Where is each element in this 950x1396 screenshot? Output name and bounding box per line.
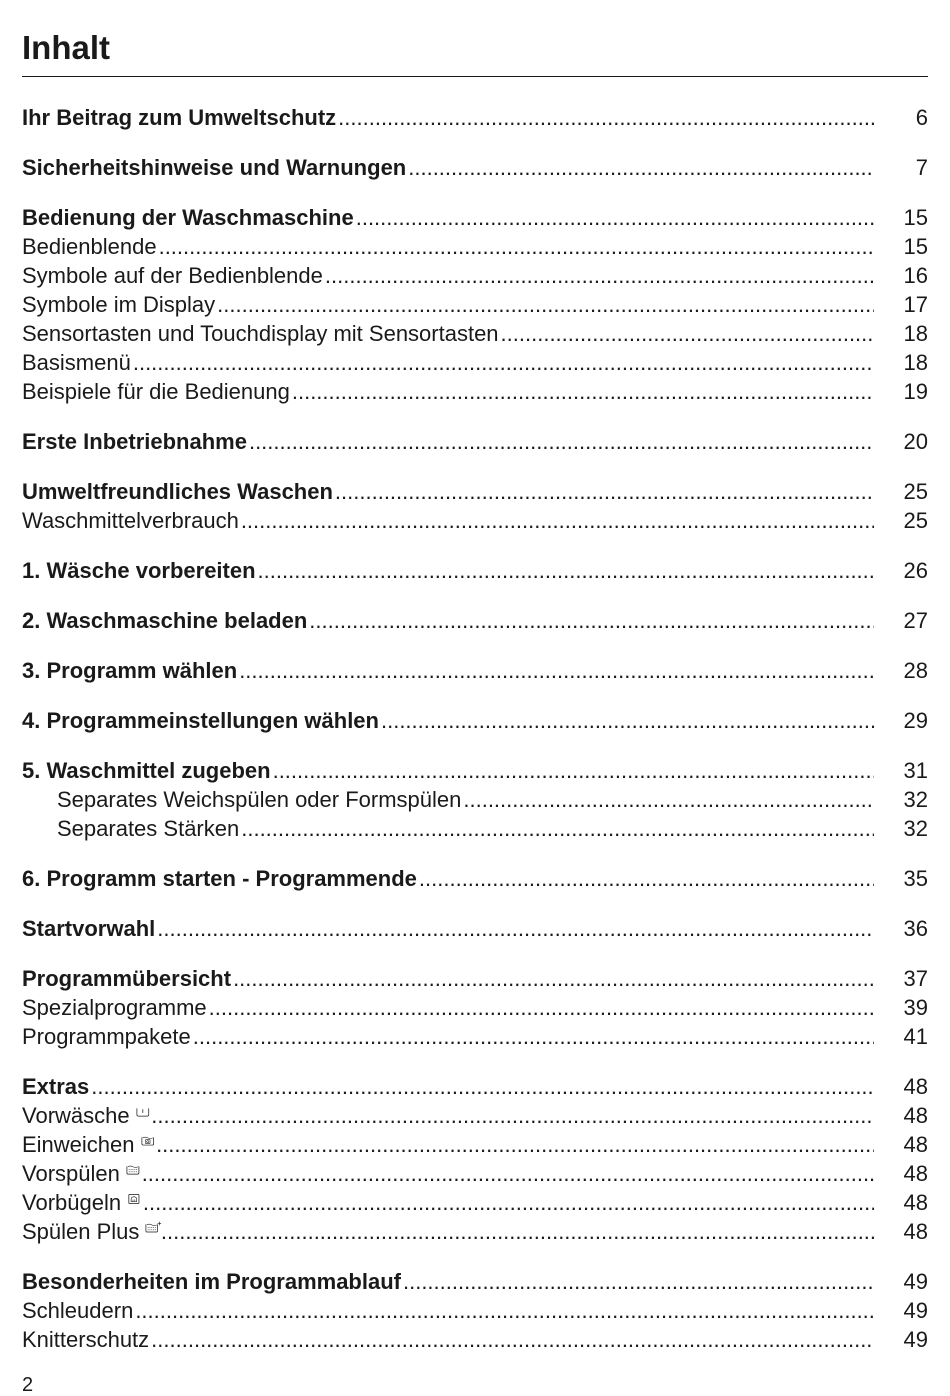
toc-entry xyxy=(22,993,928,1022)
toc-entry xyxy=(22,103,928,132)
toc-entry-label: Spülen Plus xyxy=(22,1219,140,1244)
toc-dot-leader xyxy=(156,1130,874,1159)
toc-dot-leader xyxy=(381,706,874,735)
toc-entry-page: 17 xyxy=(903,292,928,317)
toc-entry xyxy=(22,785,928,814)
toc-entry-label: Ihr Beitrag zum Umweltschutz xyxy=(22,105,337,130)
toc-entry xyxy=(22,1296,928,1325)
toc-entry-page: 31 xyxy=(903,758,928,783)
toc-entry-page: 48 xyxy=(903,1190,928,1215)
toc-entry-page: 27 xyxy=(903,608,928,633)
page-title: Inhalt xyxy=(22,29,110,66)
toc-entry-page: 20 xyxy=(903,429,928,454)
toc-entry-page: 26 xyxy=(903,558,928,583)
toc-entry xyxy=(22,1325,928,1354)
toc-entry xyxy=(22,1101,928,1130)
toc-entry-page: 15 xyxy=(903,205,928,230)
toc-entry-page: 48 xyxy=(903,1103,928,1128)
toc-entry-label: Einweichen xyxy=(22,1132,135,1157)
toc-entry-label: Erste Inbetriebnahme xyxy=(22,429,247,454)
toc-dot-leader xyxy=(258,556,874,585)
toc-dot-leader xyxy=(501,319,874,348)
toc-entry-label: Umweltfreundliches Waschen xyxy=(22,479,333,504)
toc-entry-page: 32 xyxy=(903,816,928,841)
toc-entry-label: Sicherheitshinweise und Warnungen xyxy=(22,155,407,180)
toc-entry-label: Vorbügeln xyxy=(22,1190,122,1215)
toc-entry xyxy=(22,348,928,377)
toc-entry xyxy=(22,1022,928,1051)
toc-dot-leader xyxy=(356,203,874,232)
toc-dot-leader xyxy=(209,993,874,1022)
preiron-icon xyxy=(127,1188,141,1210)
toc-entry xyxy=(22,477,928,506)
toc-entry-page: 18 xyxy=(903,321,928,346)
toc-dot-leader xyxy=(217,290,874,319)
toc-entry-page: 48 xyxy=(903,1074,928,1099)
toc-entry xyxy=(22,1267,928,1296)
toc-entry-page: 41 xyxy=(903,1024,928,1049)
toc-dot-leader xyxy=(249,427,874,456)
toc-dot-leader xyxy=(335,477,874,506)
toc-dot-leader xyxy=(151,1101,874,1130)
toc-dot-leader xyxy=(325,261,874,290)
toc-dot-leader xyxy=(292,377,874,406)
toc-entry xyxy=(22,964,928,993)
toc-entry xyxy=(22,864,928,893)
toc-entry-page: 37 xyxy=(903,966,928,991)
toc-entry-label: 1. Wäsche vorbereiten xyxy=(22,558,256,583)
toc-dot-leader xyxy=(338,103,874,132)
toc-entry-label: 6. Programm starten - Programmende xyxy=(22,866,417,891)
toc-entry-page: 28 xyxy=(903,658,928,683)
soak-icon xyxy=(141,1130,155,1152)
toc-entry-page: 25 xyxy=(903,479,928,504)
toc-dot-leader xyxy=(419,864,874,893)
toc-dot-leader xyxy=(157,914,874,943)
toc-dot-leader xyxy=(142,1159,874,1188)
toc-entry-page: 39 xyxy=(903,995,928,1020)
toc-entry-label: Separates Stärken xyxy=(57,816,240,841)
toc-entry xyxy=(22,1159,928,1188)
toc-entry-page: 49 xyxy=(903,1269,928,1294)
toc-dot-leader xyxy=(239,656,874,685)
toc-entry xyxy=(22,814,928,843)
toc-entry-page: 36 xyxy=(903,916,928,941)
toc-entry-page: 6 xyxy=(915,105,928,130)
toc-entry-page: 49 xyxy=(903,1298,928,1323)
toc-entry-page: 16 xyxy=(903,263,928,288)
toc-dot-leader xyxy=(91,1072,874,1101)
toc-entry-label: Schleudern xyxy=(22,1298,134,1323)
toc-entry-page: 25 xyxy=(903,508,928,533)
toc-dot-leader xyxy=(135,1296,874,1325)
toc-entry-label: Vorspülen xyxy=(22,1161,120,1186)
toc-entry-label: Separates Weichspülen oder Formspülen xyxy=(57,787,462,812)
page-number: 2 xyxy=(22,1374,34,1396)
toc-entry-label: Programmübersicht xyxy=(22,966,232,991)
toc-entry-label: Spezialprogramme xyxy=(22,995,207,1020)
toc-entry-label: Bedienung der Waschmaschine xyxy=(22,205,354,230)
toc-entry-page: 48 xyxy=(903,1161,928,1186)
toc-entry xyxy=(22,1188,928,1217)
toc-dot-leader xyxy=(241,814,874,843)
toc-entry xyxy=(22,203,928,232)
toc-entry xyxy=(22,606,928,635)
toc-entry-page: 48 xyxy=(903,1219,928,1244)
toc-entry-page: 19 xyxy=(903,379,928,404)
toc-entry xyxy=(22,290,928,319)
toc-entry xyxy=(22,319,928,348)
toc-entry-page: 48 xyxy=(903,1132,928,1157)
toc-entry-label: 2. Waschmaschine beladen xyxy=(22,608,308,633)
toc-dot-leader xyxy=(241,506,874,535)
toc-entry-label: Symbole im Display xyxy=(22,292,216,317)
toc-entry-label: Basismenü xyxy=(22,350,131,375)
toc-dot-leader xyxy=(309,606,874,635)
toc-dot-leader xyxy=(151,1325,874,1354)
prerinse-icon xyxy=(126,1159,140,1181)
toc-entry-page: 49 xyxy=(903,1327,928,1352)
toc-entry-label: 5. Waschmittel zugeben xyxy=(22,758,271,783)
toc-entry-page: 15 xyxy=(903,234,928,259)
toc-dot-leader xyxy=(193,1022,874,1051)
toc-dot-leader xyxy=(133,348,874,377)
toc-entry xyxy=(22,656,928,685)
toc-entry xyxy=(22,153,928,182)
toc-entry-label: Besonderheiten im Programmablauf xyxy=(22,1269,401,1294)
toc-entry xyxy=(22,1130,928,1159)
toc-entry-page: 32 xyxy=(903,787,928,812)
toc-entry-label: Startvorwahl xyxy=(22,916,156,941)
toc-entry xyxy=(22,1072,928,1101)
toc-dot-leader xyxy=(233,964,874,993)
toc-entry-page: 35 xyxy=(903,866,928,891)
toc-entry-label: Waschmittelverbrauch xyxy=(22,508,239,533)
toc-entry xyxy=(22,261,928,290)
toc-entry-label: Programmpakete xyxy=(22,1024,191,1049)
toc-entry-label: Symbole auf der Bedienblende xyxy=(22,263,323,288)
toc-entry xyxy=(22,556,928,585)
toc-entry-label: 3. Programm wählen xyxy=(22,658,238,683)
toc-entry-label: Beispiele für die Bedienung xyxy=(22,379,290,404)
toc-dot-leader xyxy=(143,1188,874,1217)
toc-dot-leader xyxy=(403,1267,874,1296)
toc-entry-label: Vorwäsche xyxy=(22,1103,130,1128)
toc-entry xyxy=(22,506,928,535)
toc-entry-label: Bedienblende xyxy=(22,234,157,259)
prewash-tub-icon xyxy=(136,1101,150,1123)
toc-entry-label: Sensortasten und Touchdisplay mit Sensortasten xyxy=(22,321,499,346)
toc-dot-leader xyxy=(463,785,874,814)
toc-entry-label: 4. Programmeinstellungen wählen xyxy=(22,708,379,733)
toc-dot-leader xyxy=(408,153,874,182)
toc-entry-label: Extras xyxy=(22,1074,90,1099)
toc-dot-leader xyxy=(159,232,874,261)
toc-entry-page: 7 xyxy=(915,155,928,180)
toc-dot-leader xyxy=(273,756,874,785)
toc-entry-page: 29 xyxy=(903,708,928,733)
toc-entry-page: 18 xyxy=(903,350,928,375)
title-divider xyxy=(22,76,928,77)
toc-entry xyxy=(22,914,928,943)
rinse-plus-icon xyxy=(145,1217,158,1239)
toc-entry xyxy=(22,756,928,785)
toc-entry xyxy=(22,427,928,456)
toc-entry-label: Knitterschutz xyxy=(22,1327,150,1352)
toc-entry xyxy=(22,232,928,261)
toc-entry xyxy=(22,377,928,406)
toc-dot-leader xyxy=(161,1217,874,1246)
toc-entry xyxy=(22,706,928,735)
toc-entry xyxy=(22,1217,928,1246)
